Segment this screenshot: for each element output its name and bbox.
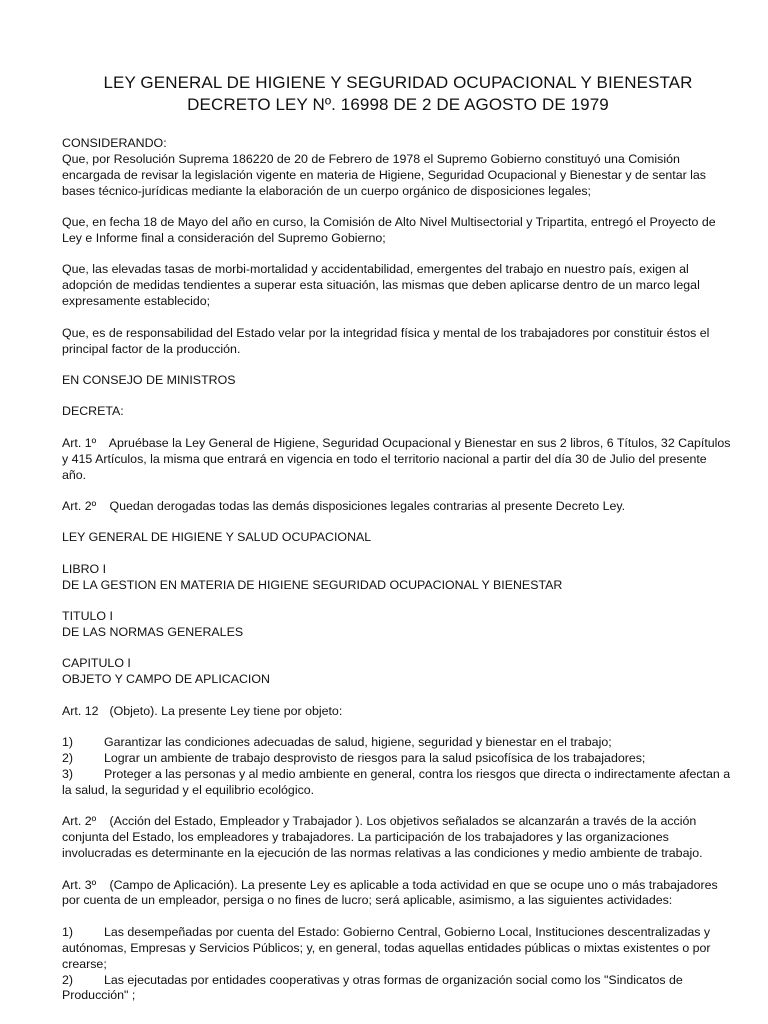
article-2 <box>62 499 734 515</box>
list-item-number: 2) <box>62 972 74 987</box>
capitulo-number: CAPITULO I <box>62 656 131 671</box>
consejo-heading: EN CONSEJO DE MINISTROS <box>62 372 236 387</box>
article-number: Art. 1º <box>62 435 97 450</box>
list-item-number: 3) <box>62 766 74 781</box>
list-item-text: Las ejecutadas por entidades cooperativas y otras formas de organización social como los "Sindicatos de Producción" ; <box>62 972 683 1003</box>
article-text: Apruébase la Ley General de Higiene, Seguridad Ocupacional y Bienestar en sus 2 libros, 6 Títulos, 32 Capítulos y 415 Artículos, la misma que entrará en vigencia en todo el territorio nacional a partir del día 30 de Julio del presente año. <box>62 435 731 482</box>
list-item <box>62 973 734 1005</box>
titulo-number: TITULO I <box>62 609 113 624</box>
article-1 <box>62 436 734 484</box>
article-3 <box>62 878 734 910</box>
list-item-text: Garantizar las condiciones adecuadas de salud, higiene, seguridad y bienestar en el trabajo; <box>104 735 612 750</box>
article-number: Art. 2º <box>62 814 97 829</box>
article-2-accion <box>62 814 734 862</box>
considerando-paragraph: Que, por Resolución Suprema 186220 de 20 de Febrero de 1978 el Supremo Gobierno constituyó una Comisión encargada de revisar la legislación vigente en materia de Higiene, Seguridad Ocupacional y Bienestar y de sentar las bases técnico-jurídicas mediante la elaboración de un cuerpo orgánico de disposiciones legales; <box>62 151 707 198</box>
article-text: Quedan derogadas todas las demás disposiciones legales contrarias al presente Decreto Ley. <box>109 499 626 513</box>
document-header <box>62 0 734 116</box>
article-number: Art. 3º <box>62 877 97 892</box>
considerando-paragraph: Que, en fecha 18 de Mayo del año en curso, la Comisión de Alto Nivel Multisectorial y Tripartita, entregó el Proyecto de Ley e Informe final a consideración del Supremo Gobierno; <box>62 215 716 246</box>
libro-number: LIBRO I <box>62 561 107 576</box>
law-heading: LEY GENERAL DE HIGIENE Y SALUD OCUPACIONAL <box>62 530 372 545</box>
article-12 <box>62 704 734 720</box>
objetivos-list <box>62 735 734 799</box>
list-item <box>62 767 734 799</box>
decreta-heading: DECRETA: <box>62 404 124 419</box>
considerando-section <box>62 136 734 200</box>
considerando-paragraph: Que, es de responsabilidad del Estado velar por la integridad física y mental de los trabajadores por constituir éstos el principal factor de la producción. <box>62 325 710 356</box>
decree-title: DECRETO LEY Nº. 16998 DE 2 DE AGOSTO DE 1979 <box>187 95 609 114</box>
considerando-paragraph: Que, las elevadas tasas de morbi-mortalidad y accidentabilidad, emergentes del trabajo en nuestro país, exigen al adopción de medidas tendientes a superar esta situación, las mismas que deben aplicarse dentro de un marco legal expresamente establecido; <box>62 262 700 309</box>
document-title: LEY GENERAL DE HIGIENE Y SEGURIDAD OCUPACIONAL Y BIENESTAR <box>103 73 693 92</box>
capitulo-title: OBJETO Y CAMPO DE APLICACION <box>62 672 270 687</box>
document-body <box>62 136 734 1004</box>
article-text: (Campo de Aplicación). La presente Ley es aplicable a toda actividad en que se ocupe uno o más trabajadores por cuenta de un empleador, persiga o no fines de lucro; será aplicable, asimismo, a las siguientes actividades: <box>62 877 718 908</box>
titulo-section <box>62 609 734 641</box>
list-item-text: Las desempeñadas por cuenta del Estado: Gobierno Central, Gobierno Local, Instituciones descentralizadas y autónomas, Empresas y Servicios Públicos; y, en general, todas aquellas entidades públicas o mixtas existentes o por crearse; <box>62 924 711 971</box>
article-number: Art. 12 <box>62 703 99 718</box>
list-item-text: Lograr un ambiente de trabajo desprovisto de riesgos para la salud psicofísica de los trabajadores; <box>104 751 646 766</box>
article-text: (Objeto). La presente Ley tiene por objeto: <box>109 703 343 718</box>
considerando-heading: CONSIDERANDO: <box>62 136 167 150</box>
list-item <box>62 751 734 767</box>
list-item-number: 2) <box>62 751 74 766</box>
actividades-list <box>62 925 734 1005</box>
list-item-text: Proteger a las personas y al medio ambiente en general, contra los riesgos que directa o indirectamente afectan a la salud, la seguridad y el equilibrio ecológico. <box>62 766 731 797</box>
capitulo-section <box>62 656 734 688</box>
article-number: Art. 2º <box>62 499 97 513</box>
libro-title: DE LA GESTION EN MATERIA DE HIGIENE SEGURIDAD OCUPACIONAL Y BIENESTAR <box>62 577 563 592</box>
list-item-number: 1) <box>62 735 74 750</box>
list-item-number: 1) <box>62 924 74 939</box>
list-item <box>62 925 734 973</box>
article-text: (Acción del Estado, Empleador y Trabajador ). Los objetivos señalados se alcanzarán a través de la acción conjunta del Estado, los empleadores y trabajadores. La participación de los trabajadores y las organizaciones involucradas es determinante en la ejecución de las normas relativas a las condiciones y medio ambiente de trabajo. <box>62 814 703 861</box>
titulo-title: DE LAS NORMAS GENERALES <box>62 625 244 640</box>
libro-section <box>62 562 734 594</box>
list-item <box>62 735 734 751</box>
